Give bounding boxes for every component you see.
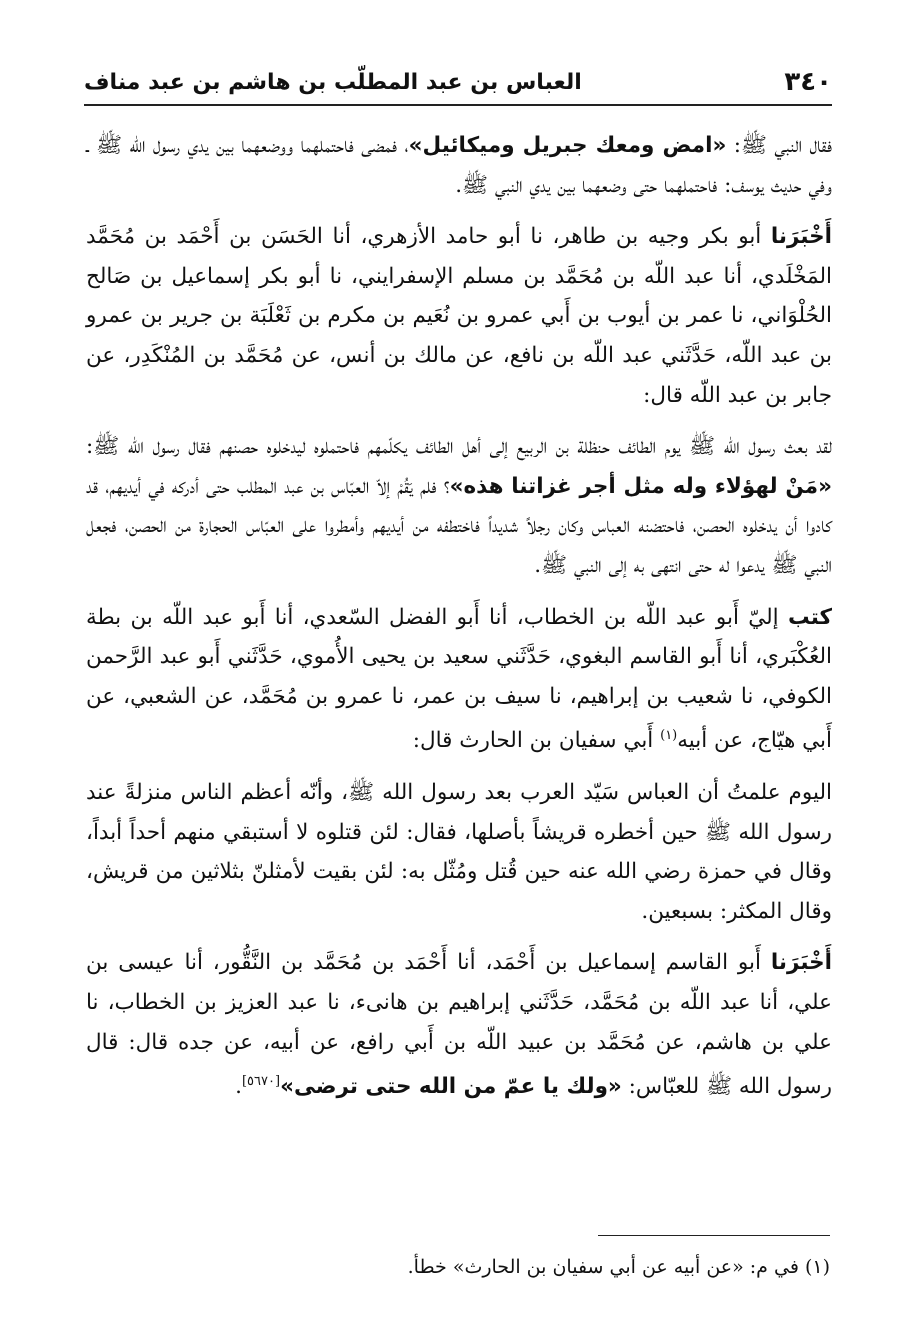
paragraph-text: أبو بكر وجيه بن طاهر، نا أبو حامد الأزهري، أنا الحَسَن بن أَحْمَد بن مُحَمَّد المَخْلَدي، أنا عبد اللّه بن مُحَمَّد بن مسلم الإسفرايني، نا أبو بكر إسماعيل بن صَالح الحُلْوَاني، نا عمر بن أيوب بن أَبي عمرو بن نُعَيم بن مكرم بن ثَعْلَبَة بن جرير بن عمرو بن عبد اللّه، حَدَّثَني عبد اللّه بن نافع، عن مالك بن أنس، عن مُحَمَّد بن المُنْكَدِر، عن جابر بن عبد اللّه قال: [86, 224, 832, 408]
paragraph-text: إليّ أَبو عبد اللّه بن الخطاب، أنا أَبو الفضل السّعدي، أنا أَبو عبد اللّه بن بطة العُكْبَري، أنا أَبو القاسم البغوي، حَدَّثَني سعيد بن يحيى الأُموي، حَدَّثَني أَبو عبد الرَّحمن الكوفي، نا شعيب بن إبراهيم، نا سيف بن عمر، نا عمرو بن مُحَمَّد، عن الشعبي، عن أَبي هيّاج، عن أبيه [86, 604, 832, 754]
paragraph-text: ، فمضى فاحتملهما ووضعهما بين يدي رسول الله ﷺ ـ وفي حديث يوسف: فاحتملهما حتى وضعهما بين يدي النبي ﷺ. [86, 133, 832, 198]
footnote-marker[interactable]: (١) [660, 728, 678, 744]
paragraph-5-matn [86, 773, 832, 931]
paragraph-4-isnad [86, 598, 832, 762]
paragraph-text: ؟ فلم يَقُمْ إلاّ العبّاس بن عبد المطلب حتى أدركه في أيديهم، قد كادوا أن يدخلوه الحصن، فاحتضنه العباس وكان رجلاً شديداً فاختطفه من أيديهم وأمطروا على العبّاس الحجارة من الحصن، فجعل النبي ﷺ يدعوا له حتى انتهى به إلى النبي ﷺ. [86, 473, 832, 578]
footnote-divider [598, 1235, 830, 1236]
prophet-quote: «ولك يا عمّ من الله حتى ترضى» [280, 1074, 622, 1100]
paragraph-text: أَبو القاسم إسماعيل بن أَحْمَد، أنا أَحْمَد بن مُحَمَّد بن النَّقُّور، أنا عيسى بن علي، أنا عبد اللّه بن مُحَمَّد، حَدَّثَني إبراهيم بن هانىء، نا عبد العزيز بن الخطاب، نا علي بن هاشم، عن مُحَمَّد بن عبيد اللّه بن أَبي رافع، عن أبيه، عن جده قال: قال رسول الله ﷺ للعبّاس: [86, 950, 832, 1100]
paragraph-3-matn [86, 427, 832, 585]
prophet-quote: «مَنْ لهؤلاء وله مثل أجر غزاتنا هذه» [449, 473, 832, 499]
paragraph-6-isnad [86, 943, 832, 1107]
paragraph-text: . [235, 1074, 242, 1100]
lead-word: أَخْبَرَنا [770, 224, 832, 250]
paragraph-text: اليوم علمتُ أن العباس سَيّد العرب بعد رسول الله ﷺ، وأنّه أعظم الناس منزلةً عند رسول الله ﷺ حين أخطره قريشاً بأصلها، فقال: لئن قتلوه لا أستبقي منهم أحداً أبداً، وقال في حمزة رضي الله عنه حين قُتل ومُثّل به: لئن بقيت لأمثلنّ بثلاثين من قريش، وقال المكثر: بسبعين. [86, 780, 832, 924]
paragraph-text: فقال النبي ﷺ: [726, 133, 832, 158]
page-header [84, 60, 832, 106]
paragraph-1 [86, 126, 832, 205]
lead-word: كتب [787, 604, 832, 630]
footnote: (١) في م: «عن أبيه عن أبي سفيان بن الحارث» خطأ. [407, 1256, 830, 1278]
paragraph-text: لقد بعث رسول الله ﷺ يوم الطائف حنظلة بن الربيع إلى أهل الطائف يكلّمهم فاحتملوه ليدخلوه حصنهم فقال رسول الله ﷺ: [86, 434, 832, 460]
main-text [86, 126, 832, 1119]
running-title: العباس بن عبد المطلّب بن هاشم بن عبد مناف [84, 69, 582, 95]
hadith-number: [٥٦٧٠] [241, 1074, 281, 1090]
paragraph-2-isnad [86, 217, 832, 415]
page-number: ٣٤٠ [784, 67, 832, 97]
lead-word: أَخْبَرَنا [770, 950, 832, 976]
prophet-quote: «امض ومعك جبريل وميكائيل» [408, 133, 727, 158]
paragraph-text: أَبي سفيان بن الحارث قال: [412, 728, 661, 754]
